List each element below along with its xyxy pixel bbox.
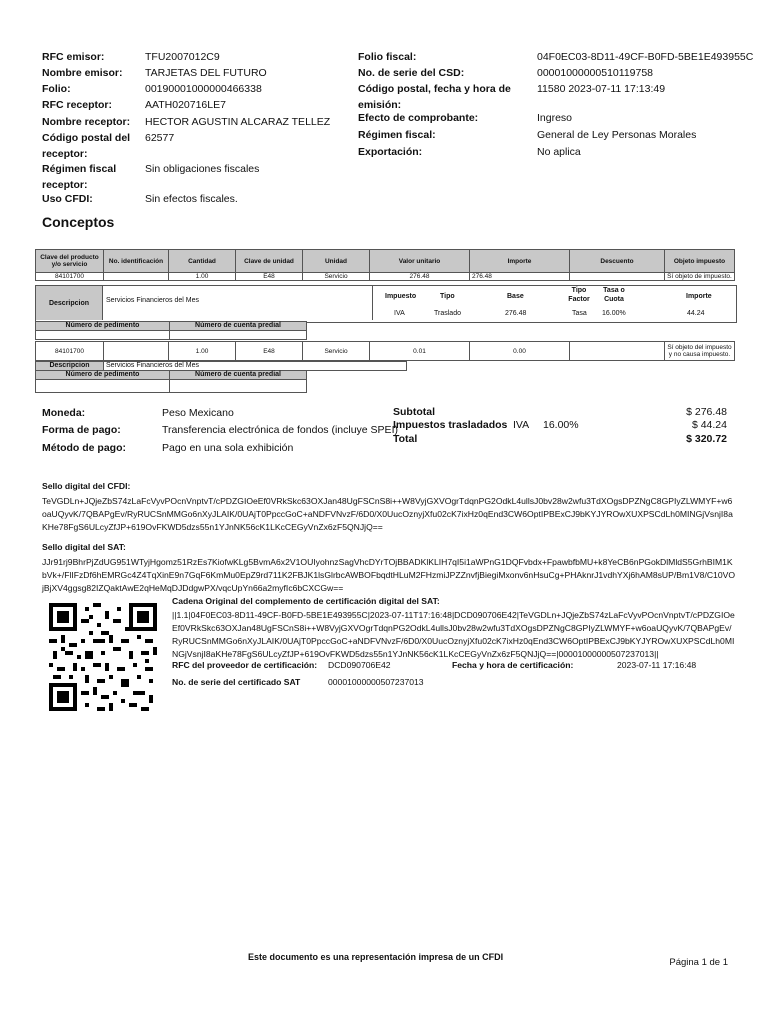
conceptos-table <box>35 249 735 281</box>
serie-sat-value: 00001000000507237013 <box>328 677 424 687</box>
cuenta-label: Número de cuenta predial <box>169 321 307 331</box>
page-number: Página 1 de 1 <box>669 957 728 968</box>
nombre-emisor-value: TARJETAS DEL FUTURO <box>145 67 267 79</box>
nombre-emisor-label: Nombre emisor: <box>42 67 123 79</box>
cadena-text: ||1.1|04F0EC03-8D11-49CF-B0FD-5BE1E493955C|2023-07-11T17:16:48|DCD090706E42|TeVGDLn+JQjeZbS74zLaFcVyvPOcnVnptvT/cPDZGIOeEf0VRkSkc63OXJan48UgFSCnS8i++W8VyjGXVOgrTdqnPG2OdkL4ullsJ0bv28w2wfu3TdXOgsDPZNgC8GPIyZLWMYF+w6oaUQyvK/7QBAPgEv/RyRUCSnMMGo6nXyJLAIK/0UAjT0PpccGoC+aNDFVNvzF/6D0/X0UucOznyjXfu02cK7ixHz0qEnd3CW6OptIPBExCJ9bKYJYROwXUXPSCdLh0MINGjVsnjI8aKHe78FgS6ULcyZfJP+619OvFKWD5dzs55n1YJnNK56cK1LKcCEGyVnZx6zF5QNJjQ==|00001000000507237013|| <box>172 610 735 659</box>
sello-sat-text: JJr91rj9BhrPjZdUG951WTyjHgomz51RzEs7KiofwKLg5BvmA6x2V1OUIyohnzSagVhcDYrTOjBBADKlKLIH7qI5i1aWPnG1DQFvbdx+FpawbfbMU+k8YeCB6nPGokDlMldS5GrhBIM1KbVk+/FlIFzDf6hEMRGc4Z4TqXinE9n7GqF6KmMu0EpZ9rd711K2FBJK1lsGlrbcAWBOFbqdtHLuM2FHzmiJPZZnvfjBiegiMxonv6nHsuCg+PHAknrJ1vdhYXj6hAM8sUP/Bm1V8/C10VOjBjXV4ggsg82IZQaktAwE2qHeMqDJDdgwPX/vqcUpYn66a2myfIc6bCXCGw== <box>42 557 736 593</box>
cell: 276.48 <box>370 273 470 281</box>
fecha-cert-label: Fecha y hora de certificación: <box>452 660 574 670</box>
cuenta-value-2 <box>169 379 307 393</box>
th-clave-unidad: Clave de unidad <box>236 250 303 273</box>
tax-impuesto: IVA <box>394 310 405 317</box>
rfc-proveedor-value: DCD090706E42 <box>328 660 391 670</box>
metodo-label: Método de pago: <box>42 442 126 454</box>
metodo-value: Pago en una sola exhibición <box>162 442 294 454</box>
total-label: Total <box>393 433 418 445</box>
impuestos-type: IVA <box>513 419 530 431</box>
pedimento-value-2 <box>35 379 170 393</box>
cell: Servicio <box>303 273 370 281</box>
cadena-label: Cadena Original del complemento de certificación digital del SAT: <box>172 596 440 606</box>
uso-cfdi-label: Uso CFDI: <box>42 193 93 205</box>
exportacion-value: No aplica <box>537 146 581 158</box>
descripcion-block <box>35 285 737 323</box>
impuestos-value: $ 44.24 <box>691 419 727 431</box>
pedimento-label-2: Número de pedimento <box>35 370 170 380</box>
efecto-value: Ingreso <box>537 112 573 124</box>
cell: 84101700 <box>36 342 104 361</box>
table-row <box>36 273 735 281</box>
tax-factor: Tasa <box>572 310 587 317</box>
sello-cfdi-text: TeVGDLn+JQjeZbS74zLaFcVyvPOcnVnptvT/cPDZGIOeEf0VRkSkc63OXJan48UgFSCnS8i++W8VyjGXVOgrTdqnPG2OdkL4ullsJ0bv28w2wfu3TdXOgsDPZNgC8GPIyZLWMYF+w6oaUQyvK/7QBAPgEv/RyRUCSnMMGo6nXyJLAIK/0UAjT0PpccGoC+aNDFVNvzF/6D0/X0UucOznyjXfu02cK7ixHz0qEnd3CW6OptIPBExCJ9bKYJYROwXUXPSCdLh0MINGjVsnjI8aKHe78FgS6ULcyZfJP+619OvFKWD5dzs55n1YJnNK56cK1LKcCEGyVnZx6zF5QNJjQ== <box>42 496 733 532</box>
th-objeto: Objeto impuesto <box>665 250 735 273</box>
cell: 0.00 <box>470 342 570 361</box>
cuenta-label-2: Número de cuenta predial <box>169 370 307 380</box>
fecha-cert-value: 2023-07-11 17:16:48 <box>617 660 697 670</box>
cell: 84101700 <box>36 273 104 281</box>
subtotal-label: Subtotal <box>393 406 435 418</box>
th-descuento: Descuento <box>570 250 665 273</box>
tax-h-importe: Importe <box>686 293 712 300</box>
cell: 276.48 <box>470 273 570 281</box>
cell: Sí objeto de impuesto. <box>665 273 735 281</box>
desc-label: Descripcion <box>36 286 103 320</box>
regimen-fiscal-value: General de Ley Personas Morales <box>537 129 697 141</box>
conceptos-title: Conceptos <box>42 214 115 230</box>
moneda-label: Moneda: <box>42 407 86 419</box>
folio-fiscal-value: 04F0EC03-8D11-49CF-B0FD-5BE1E493955C <box>537 51 754 63</box>
th-unidad: Unidad <box>303 250 370 273</box>
desc-text-2: Servicios Financieros del Mes <box>103 361 407 371</box>
nombre-receptor-value: HECTOR AGUSTIN ALCARAZ TELLEZ <box>145 116 331 128</box>
cp-receptor-value: 62577 <box>145 132 175 144</box>
forma-label: Forma de pago: <box>42 424 121 436</box>
rfc-receptor-value: AATH020716LE7 <box>145 99 226 111</box>
folio-fiscal-label: Folio fiscal: <box>358 51 417 63</box>
moneda-value: Peso Mexicano <box>162 407 234 419</box>
tax-h-impuesto: Impuesto <box>385 293 417 300</box>
cell <box>570 273 665 281</box>
tax-h-tipo: Tipo <box>440 293 455 300</box>
tax-importe: 44.24 <box>687 310 705 317</box>
divider <box>372 286 374 320</box>
pedimento-label: Número de pedimento <box>35 321 170 331</box>
folio-label: Folio: <box>42 83 71 95</box>
tax-h-base: Base <box>507 293 524 300</box>
regimen-receptor-label: Régimen fiscal receptor: <box>42 163 117 191</box>
folio-value: 00190001000000466338 <box>145 83 262 95</box>
sello-sat-label: Sello digital del SAT: <box>42 542 126 552</box>
total-value: $ 320.72 <box>686 433 727 445</box>
cell: E48 <box>236 342 303 361</box>
conceptos-table-2 <box>35 341 735 361</box>
cuenta-value <box>169 330 307 340</box>
qr-code-icon <box>49 603 157 711</box>
rfc-proveedor-label: RFC del proveedor de certificación: <box>172 660 318 670</box>
impuestos-label: Impuestos trasladados <box>393 419 508 431</box>
th-noid: No. identificación <box>104 250 169 273</box>
nombre-receptor-label: Nombre receptor: <box>42 116 131 128</box>
cp-receptor-label: Código postal del receptor: <box>42 132 131 160</box>
th-importe: Importe <box>470 250 570 273</box>
efecto-label: Efecto de comprobante: <box>358 112 479 124</box>
cell: 1.00 <box>169 342 236 361</box>
tax-tasa: 16.00% <box>602 310 626 317</box>
impuestos-rate: 16.00% <box>543 419 579 431</box>
cell: Sí objeto del impuesto y no causa impuesto. <box>665 342 735 361</box>
th-cantidad: Cantidad <box>169 250 236 273</box>
uso-cfdi-value: Sin efectos fiscales. <box>145 193 238 205</box>
subtotal-value: $ 276.48 <box>686 406 727 418</box>
rfc-receptor-label: RFC receptor: <box>42 99 113 111</box>
regimen-receptor-value: Sin obligaciones fiscales <box>145 163 260 175</box>
sello-cfdi-label: Sello digital del CFDI: <box>42 481 131 491</box>
cell: 1.00 <box>169 273 236 281</box>
cell: E48 <box>236 273 303 281</box>
tax-tipo: Traslado <box>434 310 461 317</box>
rfc-emisor-label: RFC emisor: <box>42 51 105 63</box>
serie-csd-label: No. de serie del CSD: <box>358 67 465 79</box>
regimen-fiscal-label: Régimen fiscal: <box>358 129 436 141</box>
th-valor-unitario: Valor unitario <box>370 250 470 273</box>
desc-text: Servicios Financieros del Mes <box>106 297 199 304</box>
cp-fecha-label: Código postal, fecha y hora de emisión: <box>358 83 511 111</box>
cell <box>104 342 169 361</box>
cell: Servicio <box>303 342 370 361</box>
cell <box>570 342 665 361</box>
footer-note: Este documento es una representación impresa de un CFDI <box>248 952 504 962</box>
tax-base: 276.48 <box>505 310 527 317</box>
cell: 0.01 <box>370 342 470 361</box>
serie-sat-label: No. de serie del certificado SAT <box>172 677 301 687</box>
desc-label-2: Descripcion <box>35 361 104 371</box>
tax-h-tasa: Tasa o Cuota <box>603 287 625 303</box>
table-row <box>36 342 735 361</box>
cp-fecha-value: 11580 2023-07-11 17:13:49 <box>537 83 666 95</box>
serie-csd-value: 00001000000510119758 <box>537 67 654 79</box>
rfc-emisor-value: TFU2007012C9 <box>145 51 220 63</box>
cell <box>104 273 169 281</box>
forma-value: Transferencia electrónica de fondos (incluye SPEI) <box>162 424 398 436</box>
pedimento-value <box>35 330 170 340</box>
tax-h-factor: Tipo Factor <box>568 287 590 303</box>
th-clave: Clave del producto y/o servicio <box>36 250 104 273</box>
exportacion-label: Exportación: <box>358 146 423 158</box>
